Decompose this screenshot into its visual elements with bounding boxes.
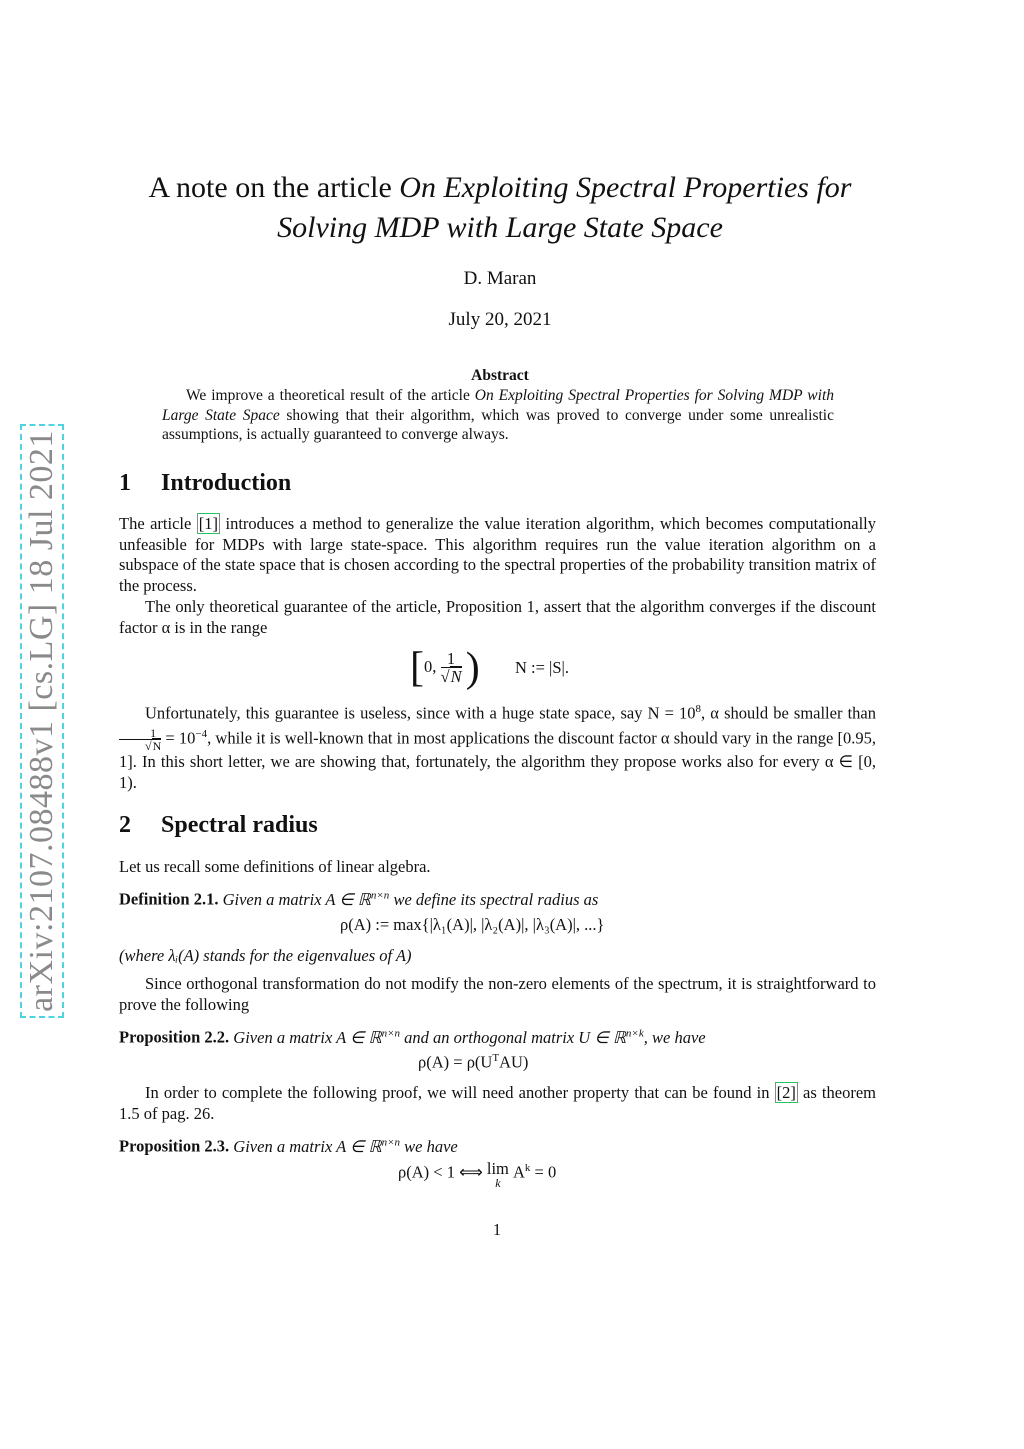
paper-title: A note on the article On Exploiting Spectral Properties for Solving MDP with Large State Space (148, 171, 852, 244)
section-heading-spectral-radius: 2 Spectral radius (119, 812, 318, 838)
definition-2-1: Definition 2.1. Given a matrix A ∈ ℝ$^{n\times n}$ we define its spectral radius as (119, 889, 599, 909)
intro-paragraph-2: The only theoretical guarantee of the article, Proposition 1, assert that the algorithm converges if the discount factor α is in the range (119, 597, 876, 637)
section-heading-introduction: 1 Introduction (119, 470, 292, 496)
intro-paragraph-3: Unfortunately, this guarantee is useless, since with a huge state space, say $N = 10^8$, α should be smaller than $\frac{1}{√N}$ = $10^{-4}$, while it is well-known that in most applications the discount factor α should vary in the range [0.95, 1]. In this short letter, we are showing that, fortunately, the algorithm they propose works also for every α ∈ [0, 1). (119, 703, 876, 792)
arxiv-id: arXiv:2107.08488v1 [cs.LG] 18 Jul 2021 (23, 430, 61, 1012)
proposition-2-3: Proposition 2.3. Given a matrix A ∈ ℝ$^{n\times n}$ we have (119, 1136, 458, 1156)
abstract-heading: Abstract (471, 367, 529, 384)
equation-range: [0, $\frac{1}{√N}$ ) (410, 645, 480, 691)
section2-intro: Let us recall some definitions of linear algebra. (119, 857, 431, 876)
equation-orthogonal: $\rho(A) = \rho(U^TAU)$ (418, 1052, 529, 1072)
orthogonal-paragraph: Since orthogonal transformation do not modify the non-zero elements of the spectrum, it is straightforward to prove the following (119, 974, 876, 1014)
order-paragraph: In order to complete the following proof, we will need another property that can be found in [2] as theorem 1.5 of pag. 26. (119, 1083, 876, 1123)
citation-link-1[interactable]: [1] (198, 514, 219, 533)
equation-spectral-radius: ρ(A) := max{|λ₁(A)|, |λ₂(A)|, |λ₃(A)|, ...} (340, 915, 605, 934)
author: D. Maran (463, 268, 537, 289)
date: July 20, 2021 (448, 309, 552, 330)
page-number: 1 (492, 1220, 502, 1239)
proposition-2-2: Proposition 2.2. Given a matrix A ∈ ℝ$^{n\times n}$ and an orthogonal matrix U ∈ ℝ$^{n\times k}$, we have (119, 1027, 706, 1047)
abstract-text: We improve a theoretical result of the article On Exploiting Spectral Properties for Solving MDP with Large State Space showing that their algorithm, which was proved to converge under some unrealistic assumptions, is actually guaranteed to converge always. (162, 387, 835, 443)
equation-n-definition: N := |S|. (515, 658, 569, 677)
arxiv-sidebar-stamp (20, 424, 64, 1018)
definition-note: (where λᵢ(A) stands for the eigenvalues of A) (119, 946, 412, 965)
intro-paragraph-1: The article [1] introduces a method to generalize the value iteration algorithm, which becomes computationally unfeasible for MDPs with large state-space. This algorithm requires run the value iteration algorithm on a subspace of the state space that is chosen according to the spectral properties of the probability transition matrix of the process. (119, 514, 876, 595)
equation-limit: ρ(A) < 1 ⟺ lim k $A^k = 0$ (398, 1159, 557, 1190)
citation-link-2[interactable]: [2] (776, 1083, 796, 1102)
